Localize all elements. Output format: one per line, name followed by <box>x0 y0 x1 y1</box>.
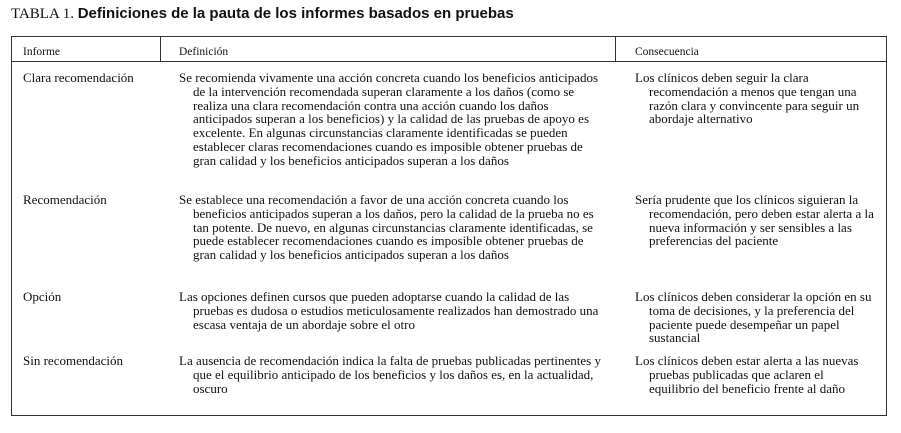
row-3-consecuencia: Los clínicos deben considerar la opción en su toma de decisiones, y la preferencia del paciente puede desempeñar un papel sustancial <box>635 289 872 346</box>
row-1-consecuencia: Los clínicos deben seguir la clara recomendación a menos que tengan una razón clara y convincente para seguir un abordaje alternativo <box>635 70 860 127</box>
header-consecuencia: Consecuencia <box>635 46 699 58</box>
table-title <box>11 5 514 23</box>
row-2-informe: Recomendación <box>23 192 107 207</box>
row-1-definicion: Se recomienda vivamente una acción concreta cuando los beneficios anticipados de la intervención recomendada superan claramente a los daños (como se realiza una clara recomendación contra una acción cuando los daños anticipados superan a los beneficios) y la calidad de las pruebas de apoyo es excelente. En algunas circunstancias claramente identificadas se pueden establecer claras recomendaciones cuando es imposible obtener pruebas de gran calidad y los beneficios anticipados superan a los daños <box>179 70 599 168</box>
row-3-informe: Opción <box>23 289 62 304</box>
row-2-definicion: Se establece una recomendación a favor de una acción concreta cuando los beneficios anticipados superan a los daños, pero la calidad de la prueba no es tan potente. De nuevo, en algunas circunstancias claramente identificadas, se puede establecer recomendaciones cuando es imposible obtener pruebas de gran calidad y los beneficios anticipados superan a los daños <box>179 192 594 263</box>
column-divider <box>615 37 616 61</box>
guidelines-table <box>11 36 887 416</box>
row-1-informe: Clara recomendación <box>23 70 134 85</box>
row-3-definicion: Las opciones definen cursos que pueden adoptarse cuando la calidad de las pruebas es dudosa o estudios meticulosamente realizados han demostrado una escasa ventaja de un abordaje sobre el otro <box>179 289 599 332</box>
column-divider <box>160 37 161 61</box>
header-definicion: Definición <box>179 46 229 58</box>
header-divider <box>12 61 886 62</box>
table-number: TABLA 1. <box>11 6 74 22</box>
table-heading: Definiciones de la pauta de los informes basados en pruebas <box>77 5 514 22</box>
row-4-informe: Sin recomendación <box>23 353 123 368</box>
row-4-definicion: La ausencia de recomendación indica la falta de pruebas publicadas pertinentes y que el equilibrio anticipado de los beneficios y los daños es, en la actualidad, oscuro <box>179 353 601 396</box>
row-2-consecuencia: Sería prudente que los clínicos siguieran la recomendación, pero deben estar alerta a la nueva información y ser sensibles a las preferencias del paciente <box>635 192 874 249</box>
header-informe: Informe <box>23 46 61 58</box>
row-4-consecuencia: Los clínicos deben estar alerta a las nuevas pruebas publicadas que aclaren el equilibrio del beneficio frente al daño <box>635 353 859 396</box>
